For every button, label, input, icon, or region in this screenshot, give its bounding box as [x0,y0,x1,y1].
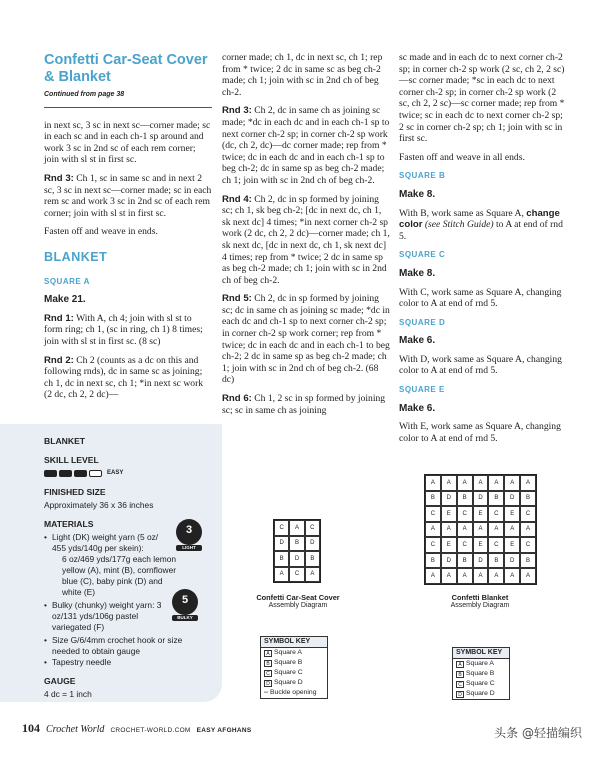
key-symbol: A [456,661,464,668]
grid-cell: B [425,491,441,507]
key-symbol: A [264,650,272,657]
magazine-name: Crochet World [46,724,105,735]
grid-cell: C [488,506,504,522]
grid-cell: D [473,553,489,569]
site-url: CROCHET-WORLD.COM [110,727,191,734]
round-6: Rnd 6: Ch 1, 2 sc in sp formed by joining sc; sc in same ch as joining [222,393,386,416]
fasten-off: Fasten off and weave in all ends. [399,151,525,163]
skill-bar-empty [89,470,102,477]
cover-assembly-grid [273,519,321,583]
column-3 [399,52,567,451]
grid-cell: D [289,551,304,567]
key-symbol: D [456,691,464,698]
square-c-heading: SQUARE C [399,250,446,260]
grid-cell: C [274,520,289,536]
blanket-heading: BLANKET [44,249,108,264]
make-count: Make 21. [44,294,86,306]
key-label: Square C [274,669,303,676]
grid-cell: D [305,536,320,552]
grid-cell: A [488,475,504,491]
key-row [261,688,327,698]
grid-cell: C [457,506,473,522]
key-symbol: C [456,681,464,688]
grid-cell: E [504,537,520,553]
key-label: Square D [274,679,303,686]
grid-cell: D [441,491,457,507]
key-symbol: C [264,670,272,677]
material-item: • Light (DK) weight yarn (5 oz/ 455 yds/140g per skein): [44,532,169,554]
grid-cell: D [504,491,520,507]
square-b-heading: SQUARE B [399,171,446,181]
grid-cell: B [305,551,320,567]
grid-cell: A [441,522,457,538]
materials-box [0,424,222,702]
key-row [261,678,327,688]
key-label: Square A [466,660,494,667]
grid-cell: B [274,551,289,567]
cover-diagram-caption: Confetti Car-Seat Cover Assembly Diagram [256,593,340,609]
key-row [261,668,327,678]
grid-cell: C [457,537,473,553]
round-3: Rnd 3: Ch 1, sc in same sc and in next 2 sc, 3 sc in next sc—corner made; sc in each rem sc and work 3 sc in 2nd sc of each rem corner; join with sl st in first sc. [44,172,212,219]
column-1 [44,52,212,408]
page-number: 104 [22,721,40,735]
grid-cell: D [274,536,289,552]
key-label: Square A [274,649,302,656]
grid-cell: A [473,475,489,491]
grid-cell: C [305,520,320,536]
key-symbol: -- [264,690,268,696]
round-1: Rnd 1: With A, ch 4; join with sl st to form ring; ch 1, (sc in ring, ch 1) 8 times; join with sl st in first sc. (8 sc) [44,312,203,347]
divider [44,107,212,108]
skill-meter [44,468,222,479]
grid-cell: A [289,520,304,536]
make-count: Make 8. [399,267,436,279]
make-count: Make 6. [399,335,436,347]
grid-cell: D [473,491,489,507]
key-row [261,658,327,668]
cover-symbol-key: SYMBOL KEY A Square A B Square B C Square C D Square D -- Buckle opening [260,636,328,699]
grid-cell: B [488,553,504,569]
finished-size: Approximately 36 x 36 inches [44,500,154,510]
grid-cell: A [520,568,536,584]
grid-cell: C [520,537,536,553]
make-count: Make 6. [399,402,436,414]
square-e-heading: SQUARE E [399,385,445,395]
key-symbol: D [264,680,272,687]
materials-heading: MATERIALS [44,519,94,529]
grid-cell: A [473,522,489,538]
grid-cell: A [520,475,536,491]
grid-cell: A [520,522,536,538]
round-3: Rnd 3: Ch 2, dc in same ch as joining sc made; *dc in each dc and in each ch-1 sp to next corner ch-2 sp; in corner ch-2 sp work (dc, ch 2, dc)—dc corner made; rep from * twice; dc in each dc and in each ch-1 sp to beg ch-2; dc in same sp as beg ch-2 made; ch 1; join with sc in 2nd ch of beg ch-2. [222,105,390,186]
grid-cell: A [473,568,489,584]
continued-note: Continued from page 38 [44,91,125,98]
skill-bar-filled [44,470,57,477]
column-2 [222,52,390,423]
skill-heading: SKILL LEVEL [44,455,99,465]
grid-cell: B [520,491,536,507]
grid-cell: A [425,522,441,538]
grid-cell: B [488,491,504,507]
key-symbol: B [264,660,272,667]
yarn-weight-light-icon: 3 LIGHT [176,519,202,545]
key-label: Square B [274,659,303,666]
pattern-title: Confetti Car-Seat Cover & Blanket [44,52,208,85]
grid-cell: E [441,537,457,553]
grid-cell: A [305,567,320,583]
round-5: Rnd 5: Ch 2, dc in sp formed by joining sc; dc in same ch as joining sc made; *dc in each dc and ch-1 sp to next corner ch-2 sp; in corner ch-2 sp work corner; rep from * twice; dc in each dc and in each ch-1 to beg ch-2; 2 dc in same sp as beg ch-2 made; ch 1; join with sc in 2nd ch of beg ch-2. (68 dc) [222,293,390,386]
grid-cell: A [488,522,504,538]
make-count: Make 8. [399,188,436,200]
key-row [453,679,509,689]
grid-cell: A [504,522,520,538]
grid-cell: A [457,568,473,584]
grid-cell: B [289,536,304,552]
square-d-text: With D, work same as Square A, changing color to A at end of rnd 5. [399,353,562,377]
paragraph: in next sc, 3 sc in next sc—corner made; sc in each sc and in each ch-1 sp around and work 3 sc in 2nd sc of each rem corner; join with sl st in first sc. [44,119,211,166]
paragraph: corner made; ch 1, dc in next sc, ch 1; rep from * twice; 2 dc in same sc as beg ch-2 made; ch 1; join with sc in 2nd ch of beg ch-2. [222,52,383,98]
material-detail: 6 oz/469 yds/177g each lemon yellow (A), mint (B), cornflower blue (C), baby pink (D) and white (E) [62,554,177,597]
material-item: • Tapestry needle [44,657,222,668]
grid-cell: A [425,475,441,491]
grid-cell: E [473,506,489,522]
key-label: Square B [466,670,495,677]
grid-cell: A [504,475,520,491]
material-item: • Size G/6/4mm crochet hook or size needed to obtain gauge [44,635,204,657]
grid-cell: A [457,522,473,538]
info-heading: BLANKET [44,436,86,446]
grid-cell: B [457,491,473,507]
watermark: 头条 @轻描编织 [494,726,582,740]
grid-cell: E [441,506,457,522]
grid-cell: A [441,475,457,491]
grid-cell: E [473,537,489,553]
key-symbol: B [456,671,464,678]
gauge-value: 4 dc = 1 inch [44,689,92,699]
key-label: Square C [466,680,495,687]
grid-cell: A [504,568,520,584]
grid-cell: D [504,553,520,569]
key-row [453,669,509,679]
blanket-diagram-caption: Confetti Blanket Assembly Diagram [450,593,510,609]
key-label: Buckle opening [270,689,317,696]
blanket-symbol-key: SYMBOL KEY A Square A B Square B C Square C D Square D [452,647,510,700]
square-c-text: With C, work same as Square A, changing color to A at end of rnd 5. [399,286,562,310]
grid-cell: B [425,553,441,569]
grid-cell: B [520,553,536,569]
round-4: Rnd 4: Ch 2, dc in sp formed by joining sc; ch 1, sk beg ch-2; [dc in next dc, ch 1, sk next dc] 4 times; *in next corner ch-2 sp work (2 dc, ch 2, 2 dc)—corner made; ch 1, sk next dc, [dc in next dc, ch 1, sk next dc] 4 times; rep from * twice; 2 dc in same sp as beg ch-2 made; ch 1; join with sc in 2nd ch of beg ch-2. [222,193,390,286]
square-d-heading: SQUARE D [399,317,446,327]
grid-cell: A [488,568,504,584]
skill-bar-filled [74,470,87,477]
grid-cell: C [289,567,304,583]
section-name: EASY AFGHANS [196,727,252,734]
gauge-heading: GAUGE [44,676,76,686]
grid-cell: E [504,506,520,522]
grid-cell: C [488,537,504,553]
square-e-text: With E, work same as Square A, changing color to A at end of rnd 5. [399,421,561,444]
round-2: Rnd 2: Ch 2 (counts as a dc on this and following rnds), dc in same sc as joining; ch 1, dc in next sc, ch 1; *in next sc work (2 dc, ch 2, 2 dc)— [44,354,204,401]
square-b-text: With B, work same as Square A, change color (see Stitch Guide) to A at end of rnd 5. [399,207,563,242]
grid-cell: C [425,537,441,553]
skill-bar-filled [59,470,72,477]
grid-cell: A [441,568,457,584]
grid-cell: C [520,506,536,522]
grid-cell: C [425,506,441,522]
fasten-off: Fasten off and weave in ends. [44,226,158,238]
key-row [453,659,509,669]
grid-cell: D [441,553,457,569]
material-item: • Bulky (chunky) weight yarn: 3 oz/131 yds/106g pastel variegated (F) [44,600,172,633]
page-footer [22,721,252,736]
key-row [453,689,509,699]
grid-cell: A [425,568,441,584]
paragraph: sc made and in each dc to next corner ch-2 sp; in corner ch-2 sp work (2 sc, ch 2, 2 sc)—sc corner made; *sc in each dc to next corner ch-2 sp; in corner ch-2 sp work (2 sc, ch 2, 2 sc)—sc corner made; rep from * twice; sc in each dc to next corner ch-2 sp; 2 sc in corner ch-2 sp; ch 1; join with sc in first sc. [399,52,565,145]
grid-cell: A [457,475,473,491]
yarn-weight-bulky-icon: 5 BULKY [172,589,198,615]
key-label: Square D [466,690,495,697]
size-heading: FINISHED SIZE [44,487,106,497]
blanket-assembly-grid [424,474,537,585]
square-a-heading: SQUARE A [44,276,90,286]
grid-cell: B [457,553,473,569]
key-row [261,648,327,658]
skill-level: EASY [107,470,124,476]
grid-cell: A [274,567,289,583]
